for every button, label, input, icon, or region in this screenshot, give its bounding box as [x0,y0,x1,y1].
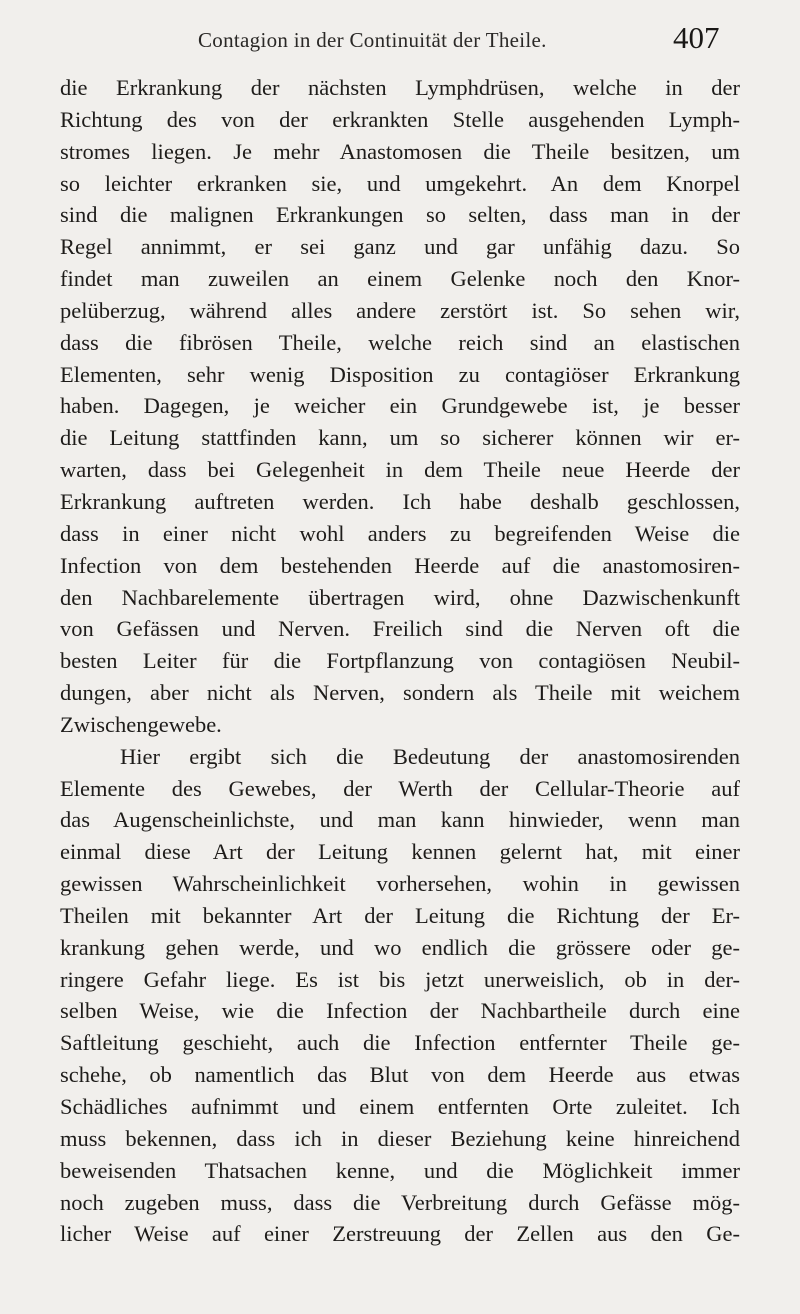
text-line: noch zugeben muss, dass die Verbreitung durch Gefässe mög- [60,1189,740,1215]
text-line: sind die malignen Erkrankungen so selten, dass man in der [60,202,740,228]
text-line: besten Leiter für die Fortpflanzung von contagiösen Neubil- [60,648,740,674]
text-line: das Augenscheinlichste, und man kann hinwieder, wenn man [60,807,740,833]
text-line: Regel annimmt, er sei ganz und gar unfähig dazu. So [60,234,740,260]
text-line: Elemente des Gewebes, der Werth der Cellular-Theorie auf [60,775,740,801]
text-line: einmal diese Art der Leitung kennen gelernt hat, mit einer [60,839,740,865]
text-line: Erkrankung auftreten werden. Ich habe deshalb geschlossen, [60,488,740,514]
text-line: haben. Dagegen, je weicher ein Grundgewebe ist, je besser [60,393,740,419]
text-line: Elementen, sehr wenig Disposition zu contagiöser Erkrankung [60,361,740,387]
paragraph-2 [60,741,740,1251]
text-line: pelüberzug, während alles andere zerstört ist. So sehen wir, [60,297,740,323]
text-line: dass in einer nicht wohl anders zu begreifenden Weise die [60,520,740,546]
text-line: Zwischengewebe. [60,711,222,737]
running-title: Contagion in der Continuität der Theile. [198,28,547,52]
body-text [60,72,740,1250]
text-line: Hier ergibt sich die Bedeutung der anastomosirenden [120,743,740,769]
text-line: beweisenden Thatsachen kenne, und die Möglichkeit immer [60,1157,740,1183]
text-line: Saftleitung geschieht, auch die Infection entfernter Theile ge- [60,1030,740,1056]
text-line: selben Weise, wie die Infection der Nachbartheile durch eine [60,998,740,1024]
text-line: die Leitung stattfinden kann, um so sicherer können wir er- [60,425,740,451]
text-line: krankung gehen werde, und wo endlich die grössere oder ge- [60,934,740,960]
text-line: so leichter erkranken sie, und umgekehrt. An dem Knorpel [60,170,740,196]
text-line: dungen, aber nicht als Nerven, sondern als Theile mit weichem [60,680,740,706]
text-line: den Nachbarelemente übertragen wird, ohne Dazwischenkunft [60,584,740,610]
text-line: Schädliches aufnimmt und einem entfernten Orte zuleitet. Ich [60,1094,740,1119]
text-line: muss bekennen, dass ich in dieser Beziehung keine hinreichend [60,1125,740,1151]
paragraph-1 [60,72,740,741]
text-line: von Gefässen und Nerven. Freilich sind die Nerven oft die [60,616,740,642]
page-number: 407 [673,20,720,55]
text-line: gewissen Wahrscheinlichkeit vorhersehen, wohin in gewissen [60,871,740,897]
text-line: licher Weise auf einer Zerstreuung der Zellen aus den Ge- [60,1221,740,1247]
text-line: Infection von dem bestehenden Heerde auf die anastomosiren- [60,552,740,578]
text-line: Theilen mit bekannter Art der Leitung die Richtung der Er- [60,902,740,928]
text-line: ringere Gefahr liege. Es ist bis jetzt unerweislich, ob in der- [60,966,740,992]
text-line: stromes liegen. Je mehr Anastomosen die Theile besitzen, um [60,138,740,164]
text-line: schehe, ob namentlich das Blut von dem Heerde aus etwas [60,1062,740,1088]
text-line: dass die fibrösen Theile, welche reich sind an elastischen [60,329,740,355]
running-header [0,18,800,58]
text-line: Richtung des von der erkrankten Stelle ausgehenden Lymph- [60,106,740,132]
text-line: die Erkrankung der nächsten Lymphdrüsen, welche in der [60,75,740,100]
text-line: warten, dass bei Gelegenheit in dem Theile neue Heerde der [60,457,740,483]
text-line: findet man zuweilen an einem Gelenke noch den Knor- [60,266,740,292]
